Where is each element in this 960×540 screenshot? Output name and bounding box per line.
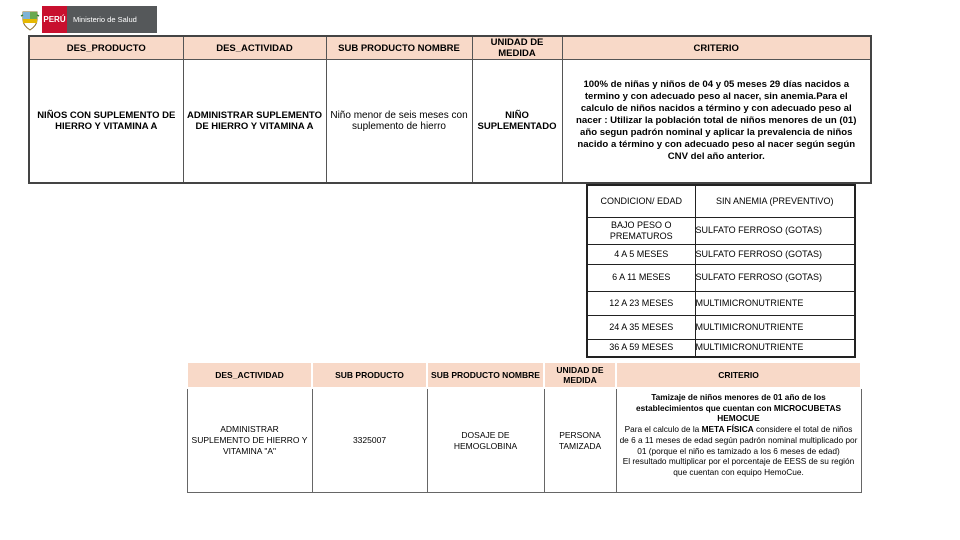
cell-sub-producto-nombre: DOSAJE DE HEMOGLOBINA [427,388,544,493]
table-row [29,60,871,184]
cell-tratamiento: SULFATO FERROSO (GOTAS) [695,217,855,244]
cell-edad: 36 A 59 MESES [587,339,695,357]
cell-edad: 12 A 23 MESES [587,291,695,315]
table-row [587,291,855,315]
header-des-actividad: DES_ACTIVIDAD [183,36,326,60]
cell-des-actividad: ADMINISTRAR SUPLEMENTO DE HIERRO Y VITAMINA A [183,60,326,184]
cell-unidad-medida: PERSONA TAMIZADA [544,388,616,493]
table-row [587,315,855,339]
logo-country: PERÚ [42,6,67,33]
cell-sub-producto-nombre: Niño menor de seis meses con suplemento de hierro [326,60,472,184]
header-criterio: CRITERIO [616,362,861,388]
cell-edad: 4 A 5 MESES [587,244,695,264]
header-unidad-medida: UNIDAD DE MEDIDA [544,362,616,388]
cell-criterio [616,388,861,493]
cell-des-producto: NIÑOS CON SUPLEMENTO DE HIERRO Y VITAMINA A [29,60,183,184]
cell-tratamiento: SULFATO FERROSO (GOTAS) [695,264,855,291]
criterio-meta-fisica: META FÍSICA [701,424,754,435]
table-header-row [587,185,855,217]
cell-edad: 6 A 11 MESES [587,264,695,291]
product-table [28,35,872,184]
cell-des-actividad: ADMINISTRAR SUPLEMENTO DE HIERRO Y VITAMINA "A" [187,388,312,493]
cell-tratamiento: SULFATO FERROSO (GOTAS) [695,244,855,264]
supplement-age-table [586,184,856,358]
table-header-row [29,36,871,60]
peru-coat-of-arms-icon [18,6,42,33]
cell-edad: 24 A 35 MESES [587,315,695,339]
table-row [587,339,855,357]
criterio-tamizaje: Tamizaje de niños menores de 01 año de los establecimientos que cuentan con MICROCUBETAS HEMOCUE [636,392,841,424]
table-row [187,388,861,493]
table-row [587,217,855,244]
table-row [587,264,855,291]
header-sub-producto: SUB PRODUCTO [312,362,427,388]
table-row [587,244,855,264]
criterio-calculo-pre: Para el calculo de la [624,424,700,435]
hemoglobin-table [186,361,862,493]
header-sin-anemia: SIN ANEMIA (PREVENTIVO) [695,185,855,217]
header-criterio: CRITERIO [562,36,871,60]
criterio-calculo-post: considere el total de niños de 6 a 11 meses de edad según padrón nominal multiplicado por 01 (porque el niño es tamizado a los 6 meses de edad) [619,424,858,456]
cell-sub-producto: 3325007 [312,388,427,493]
cell-tratamiento: MULTIMICRONUTRIENTE [695,315,855,339]
logo-ministry: Ministerio de Salud [67,6,157,33]
cell-tratamiento: MULTIMICRONUTRIENTE [695,339,855,357]
ministry-logo [18,6,157,33]
header-sub-producto-nombre: SUB PRODUCTO NOMBRE [326,36,472,60]
header-unidad-medida: UNIDAD DE MEDIDA [472,36,562,60]
table-header-row [187,362,861,388]
header-des-actividad: DES_ACTIVIDAD [187,362,312,388]
header-sub-producto-nombre: SUB PRODUCTO NOMBRE [427,362,544,388]
cell-edad: BAJO PESO O PREMATUROS [587,217,695,244]
header-des-producto: DES_PRODUCTO [29,36,183,60]
cell-criterio: 100% de niñas y niños de 04 y 05 meses 29 días nacidos a termino y con adecuado peso al nacer, sin anemia.Para el calculo de niños nacidos a término y con adecuado peso al nacer : Utilizar la población total de niños menores de un (01) año segun padrón nominal y aplicar la prevalencia de niños nacido a término y con adecuado peso al nacer según según CNV del año anterior. [562,60,871,184]
header-condicion-edad: CONDICION/ EDAD [587,185,695,217]
cell-tratamiento: MULTIMICRONUTRIENTE [695,291,855,315]
cell-unidad-medida: NIÑO SUPLEMENTADO [472,60,562,184]
criterio-resultado: El resultado multiplicar por el porcentaje de EESS de su región que cuentan con equipo HemoCue. [622,456,855,477]
